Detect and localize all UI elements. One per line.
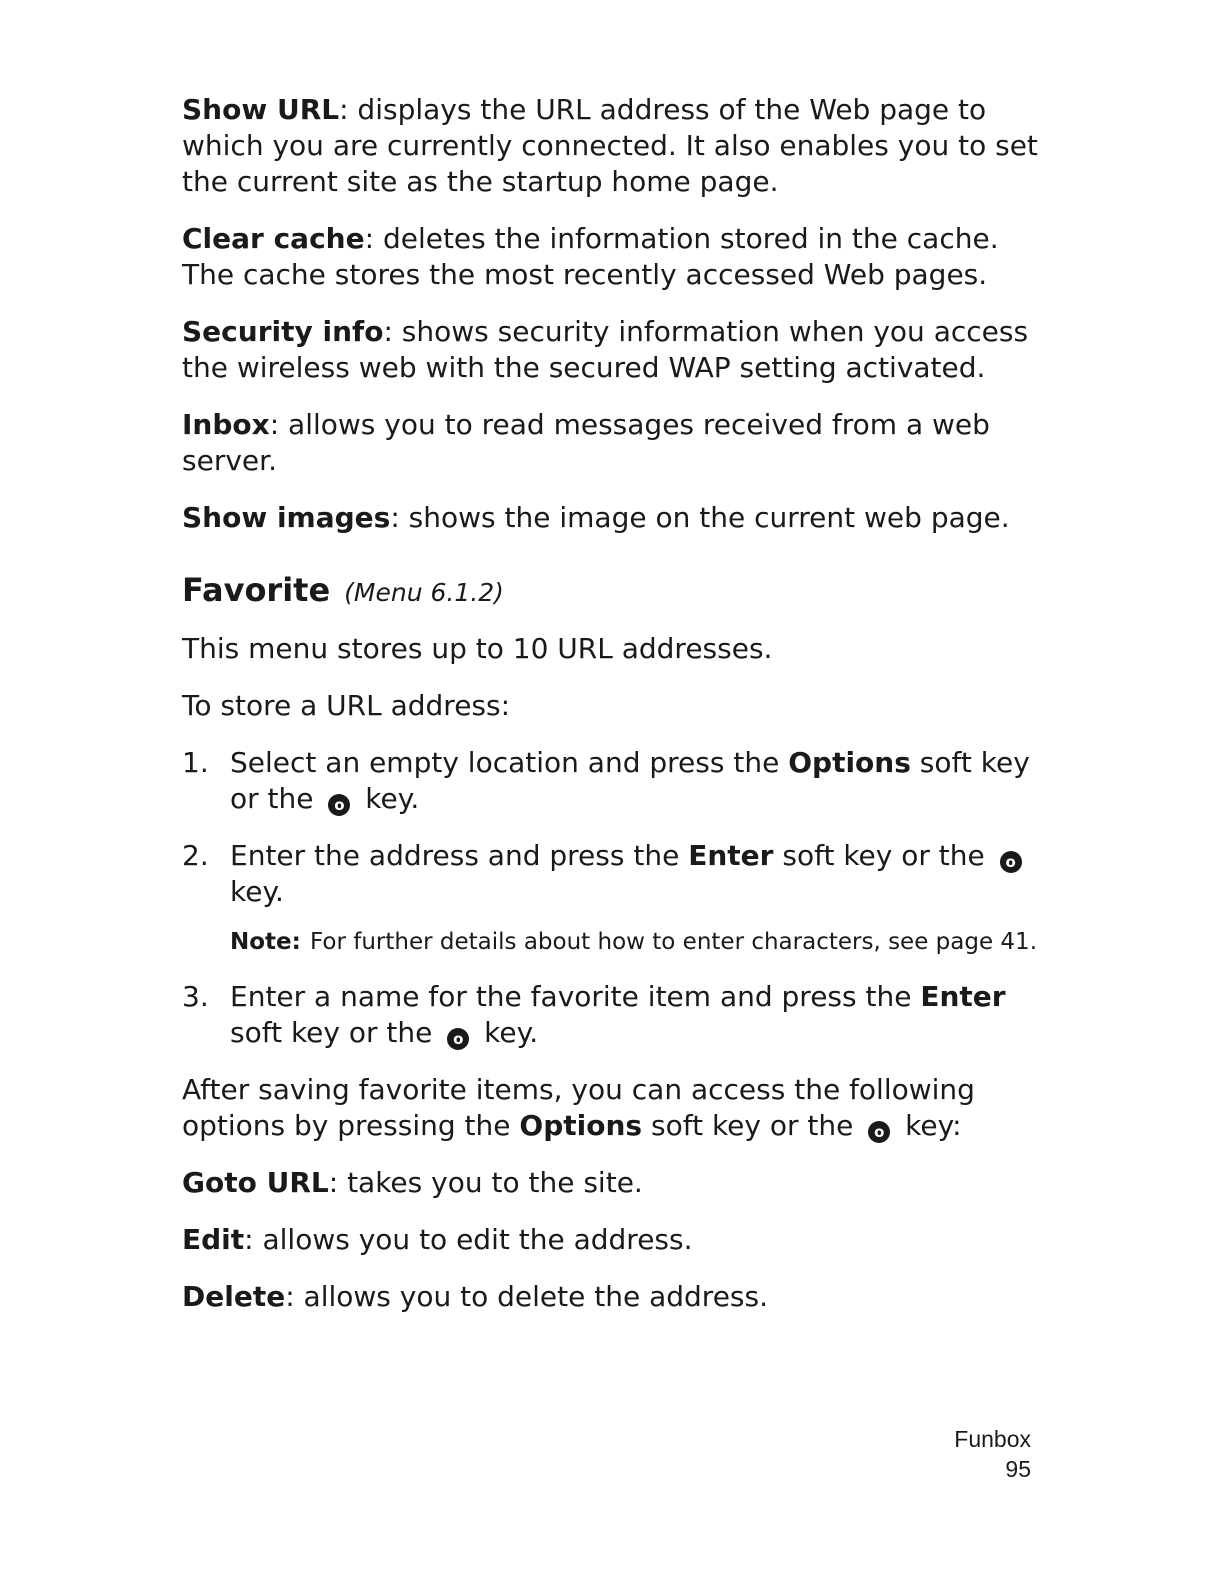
- note-label: Note:: [230, 929, 301, 955]
- definition-text: : shows security information when you access the wireless web with the secured WAP setting activated.: [182, 315, 1029, 384]
- step-text: Enter a name for the favorite item and press the: [230, 980, 921, 1013]
- term: Edit: [182, 1223, 245, 1256]
- options-intro-text: soft key or the: [642, 1109, 863, 1142]
- key-name: Options: [788, 746, 911, 779]
- step-number: 3.: [182, 980, 209, 1013]
- page-content: [182, 92, 1042, 1336]
- key-name: Enter: [920, 980, 1006, 1013]
- page-footer: [954, 1424, 1031, 1484]
- definition-show-url: [182, 92, 1042, 200]
- menu-reference: (Menu 6.1.2): [344, 578, 504, 607]
- definition-text: : allows you to read messages received from a web server.: [182, 408, 990, 477]
- step-text: key.: [356, 782, 420, 815]
- page-number: 95: [1005, 1456, 1031, 1482]
- step-text: soft key or the: [230, 1016, 442, 1049]
- definition-text: : displays the URL address of the Web page to which you are currently connected. It also enables you to set the current site as the startup home page.: [182, 93, 1038, 198]
- definition-inbox: [182, 407, 1042, 479]
- steps-list-continued: [182, 979, 1042, 1051]
- definition-delete: [182, 1279, 1042, 1315]
- ok-key-icon: o: [447, 1028, 469, 1050]
- step-number: 2.: [182, 839, 209, 872]
- step-text: Select an empty location and press the: [230, 746, 789, 779]
- step-text: key.: [475, 1016, 539, 1049]
- ok-key-icon: o: [1000, 851, 1022, 873]
- definition-security-info: [182, 314, 1042, 386]
- options-intro-text: key:: [896, 1109, 962, 1142]
- term: Inbox: [182, 408, 270, 441]
- chapter-name: Funbox: [954, 1426, 1031, 1452]
- definition-goto-url: [182, 1165, 1042, 1201]
- term: Clear cache: [182, 222, 365, 255]
- ok-key-icon: o: [868, 1121, 890, 1143]
- options-intro: [182, 1072, 1042, 1144]
- step-item: [182, 838, 1042, 910]
- definition-clear-cache: [182, 221, 1042, 293]
- step-text: soft key or the: [230, 746, 1030, 815]
- section-intro: This menu stores up to 10 URL addresses.: [182, 632, 773, 665]
- steps-list: [182, 745, 1042, 910]
- step-text: key.: [230, 875, 284, 908]
- section-title: Favorite: [182, 571, 331, 609]
- section-heading: [182, 570, 1042, 613]
- options-intro-text: After saving favorite items, you can access the following options by pressing the: [182, 1073, 975, 1142]
- note-text: For further details about how to enter characters, see page 41.: [310, 929, 1038, 955]
- note: [230, 927, 1042, 957]
- term: Security info: [182, 315, 384, 348]
- term: Show URL: [182, 93, 340, 126]
- definition-edit: [182, 1222, 1042, 1258]
- definition-text: : shows the image on the current web page.: [390, 501, 1010, 534]
- definition-show-images: [182, 500, 1042, 536]
- term: Show images: [182, 501, 391, 534]
- definition-text: : deletes the information stored in the cache. The cache stores the most recently accessed Web pages.: [182, 222, 999, 291]
- definition-text: : allows you to edit the address.: [244, 1223, 693, 1256]
- definition-text: : allows you to delete the address.: [285, 1280, 768, 1313]
- step-text: soft key or the: [773, 839, 994, 872]
- definition-text: : takes you to the site.: [328, 1166, 643, 1199]
- step-item: [182, 979, 1042, 1051]
- ok-key-icon: o: [328, 794, 350, 816]
- step-number: 1.: [182, 746, 209, 779]
- term: Delete: [182, 1280, 286, 1313]
- term: Goto URL: [182, 1166, 329, 1199]
- step-text: Enter the address and press the: [230, 839, 689, 872]
- store-lead: To store a URL address:: [182, 689, 511, 722]
- key-name: Options: [519, 1109, 643, 1142]
- step-item: [182, 745, 1042, 817]
- key-name: Enter: [688, 839, 774, 872]
